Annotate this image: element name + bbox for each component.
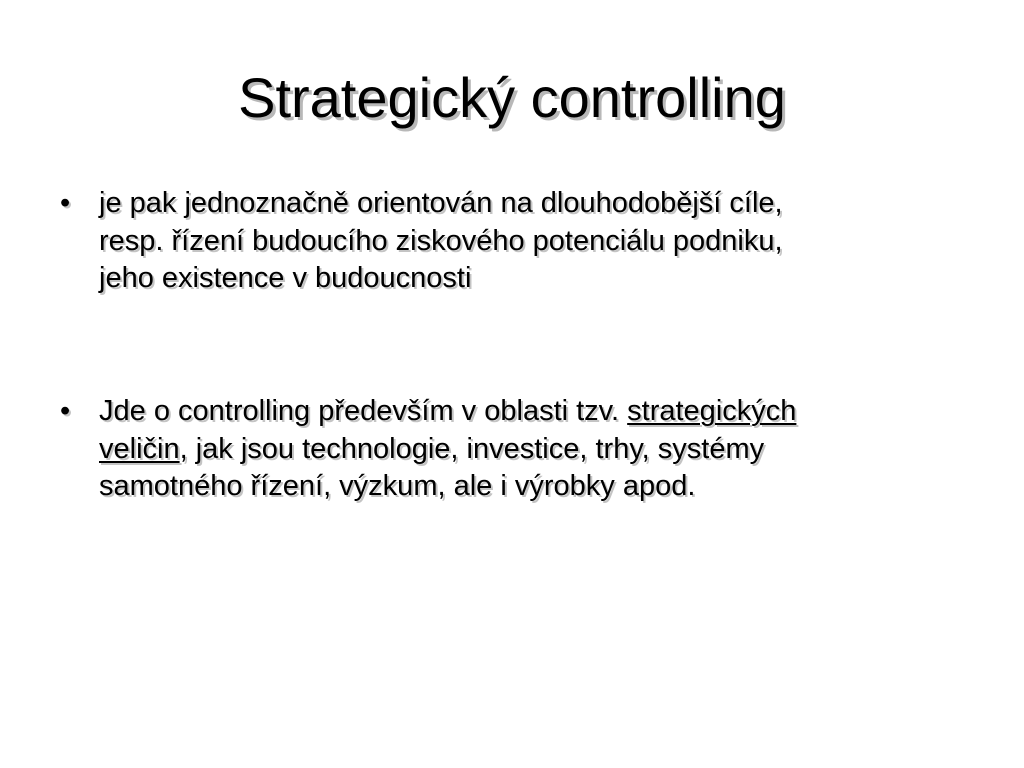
bullet-1-line-3: jeho existence v budoucnosti	[99, 262, 472, 294]
bullet-dot-icon: •	[60, 395, 71, 427]
bullet-2-line-3-text: samotného řízení, výzkum, ale i výrobky apod.	[99, 470, 696, 502]
bullet-2-line-1-text: Jde o controlling především v oblasti tzv.	[99, 395, 628, 427]
bullet-dot-icon: •	[60, 187, 71, 219]
slide-title: Strategický controlling	[238, 66, 786, 129]
bullet-1-line-1: je pak jednoznačně orientován na dlouhodobější cíle,	[99, 187, 783, 219]
bullet-1-line-2: resp. řízení budoucího ziskového potenciálu podniku,	[99, 224, 783, 257]
bullet-item-1	[60, 185, 960, 298]
bullet-2-line-2-text: , jak jsou technologie, investice, trhy, systémy	[179, 432, 765, 465]
strategic-quantities-link-part-1[interactable]: strategických	[627, 395, 797, 427]
bullet-item-2	[60, 393, 960, 506]
bullet-text-2	[99, 393, 960, 506]
strategic-quantities-link-part-2[interactable]: veličin	[99, 432, 180, 465]
bullet-text-1	[99, 185, 960, 298]
